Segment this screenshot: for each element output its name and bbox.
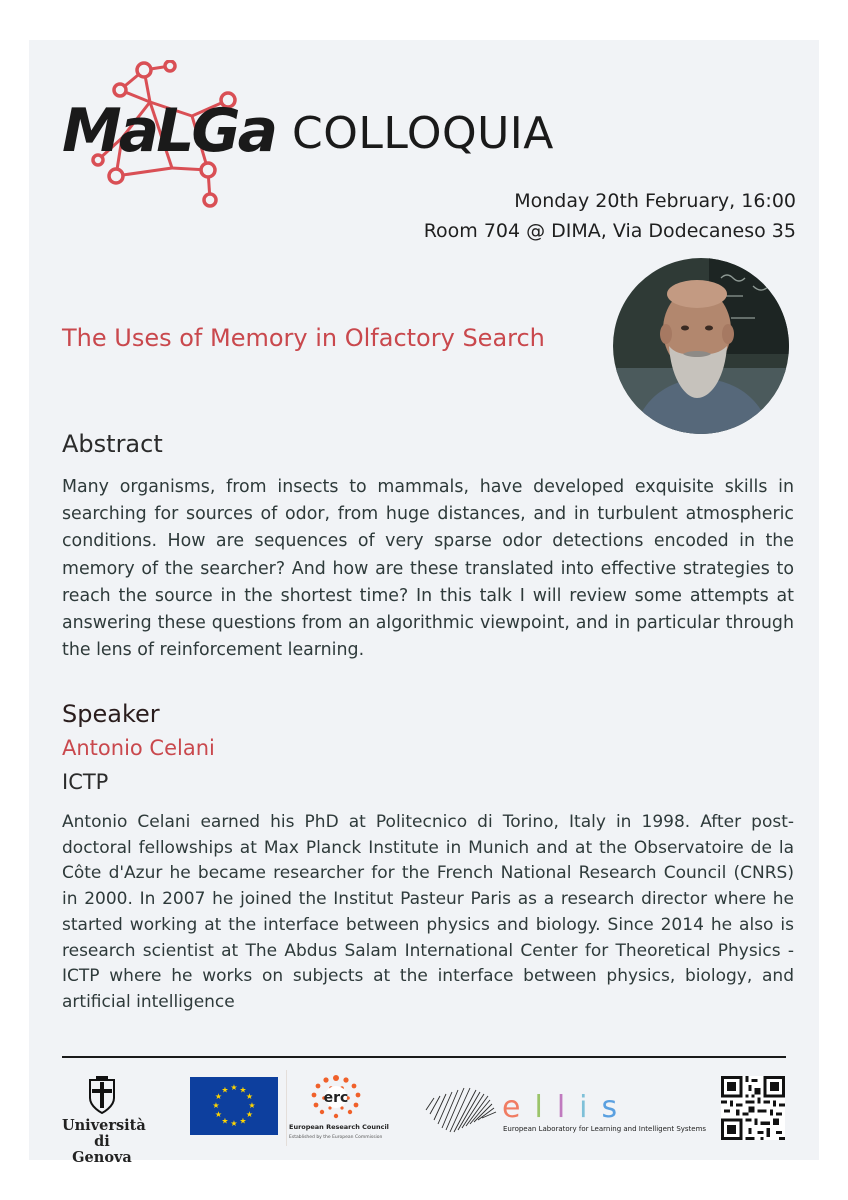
svg-text:★: ★	[230, 1119, 238, 1128]
ellis-letter: e	[502, 1090, 535, 1125]
speaker-heading: Speaker	[62, 700, 160, 728]
svg-text:★: ★	[248, 1101, 256, 1110]
event-location: Room 704 @ DIMA, Via Dodecaneso 35	[423, 220, 796, 242]
eu-flag-icon	[190, 1077, 278, 1135]
malga-logo-text: MaLGa	[62, 96, 276, 166]
svg-text:★: ★	[239, 1116, 247, 1126]
event-datetime: Monday 20th February, 16:00	[514, 190, 796, 212]
abstract-text: Many organisms, from insects to mammals, have developed exquisite skills in searching for sources of odor, from huge distances, and in turbulent atmospheric conditions. How are sequences of very sparse odor detections encoded in the memory of the searcher? And how are these translated into effective strategies to reach the source in the shortest time? In this talk I will review some attempts at answering these questions from an algorithmic viewpoint, and in particular through the lens of reinforcement learning.	[62, 477, 794, 661]
talk-title: The Uses of Memory in Olfactory Search	[62, 324, 545, 352]
ellis-name: European Laboratory for Learning and Intelligent Systems	[503, 1125, 707, 1133]
series-title: COLLOQUIA	[292, 108, 554, 159]
unige-logo	[62, 1076, 146, 1166]
ellis-letter: l	[556, 1090, 580, 1125]
erc-name: European Research Council	[289, 1123, 389, 1131]
ellis-letter: s	[601, 1090, 632, 1125]
unige-line2: di Genova	[72, 1133, 132, 1166]
speaker-portrait-icon	[613, 258, 789, 434]
event-info	[424, 186, 796, 246]
svg-text:★: ★	[245, 1110, 254, 1119]
svg-text:★: ★	[214, 1110, 223, 1119]
erc-subtitle: Established by the European Commission	[289, 1135, 383, 1140]
unige-line1: Università	[62, 1117, 146, 1134]
svg-text:★: ★	[221, 1116, 229, 1126]
ellis-letter: i	[579, 1090, 602, 1125]
speaker-name: Antonio Celani	[62, 736, 215, 760]
svg-text:★: ★	[221, 1085, 229, 1095]
svg-text:★: ★	[230, 1083, 238, 1092]
abstract-heading: Abstract	[62, 430, 163, 458]
ellis-letter: l	[534, 1090, 557, 1125]
ellis-letters	[502, 1090, 631, 1125]
footer-divider	[62, 1056, 786, 1058]
europe-map-icon	[420, 1080, 500, 1138]
speaker-photo	[613, 258, 789, 434]
svg-text:★: ★	[212, 1101, 220, 1110]
svg-text:★: ★	[239, 1085, 247, 1095]
speaker-bio: Antonio Celani earned his PhD at Politecnico di Torino, Italy in 1998. After post-doctoral fellowships at Max Planck Institute in Munich and at the Observatoire de la Côte d'Azur he became researcher for the French National Research Council (CNRS) in 2000. In 2007 he joined the Institut Pasteur Paris as a research director where he started working at the interface between physics and biology. Since 2014 he also is research scientist at The Abdus Salam International Center for Theoretical Physics - ICTP where he works on subjects at the interface between physics, biology, and artificial intelligence	[62, 812, 794, 1012]
svg-text:★: ★	[245, 1092, 254, 1101]
ellis-logo-text	[502, 1090, 631, 1125]
speaker-affiliation: ICTP	[62, 770, 109, 794]
genova-crest-icon	[87, 1076, 117, 1114]
qr-code-icon[interactable]	[721, 1076, 785, 1140]
svg-text:★: ★	[214, 1092, 223, 1101]
erc-logo-text: erc	[323, 1090, 349, 1106]
